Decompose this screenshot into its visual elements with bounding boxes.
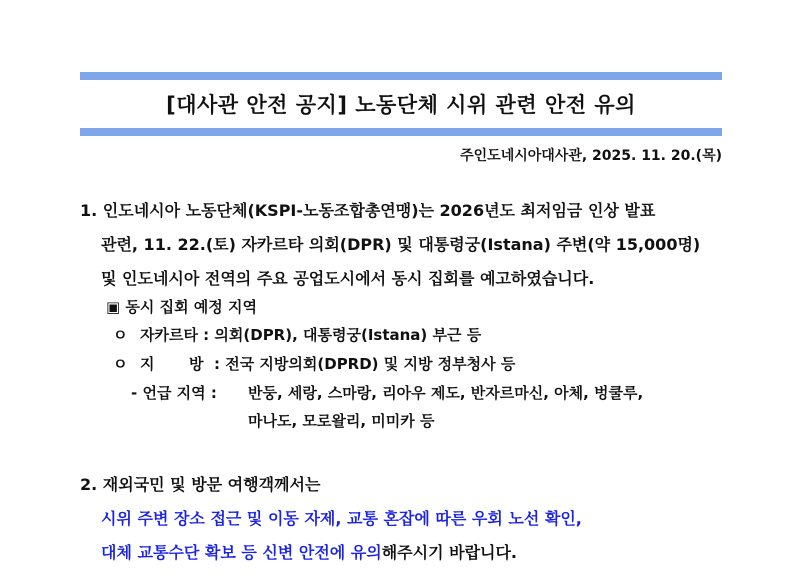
section2-line3-end: 해주시기 바랍니다. [381, 543, 518, 562]
rally-areas-subheading: ▣ 동시 집회 예정 지역 [106, 298, 257, 316]
mentioned-areas-label: - 언급 지역 : [131, 384, 217, 402]
regional-label-part1: 지 [140, 355, 155, 373]
issuer-date: 주인도네시아대사관, 2025. 11. 20.(목) [460, 148, 722, 164]
regional-bullet: ㅇ [113, 355, 128, 373]
regional-label-part2: 방 [189, 355, 204, 373]
jakarta-rally-item: 자카르타 : 의회(DPR), 대통령궁(Istana) 부근 등 [140, 326, 482, 344]
section2-line3 [101, 540, 517, 563]
section1-line1: 1. 인도네시아 노동단체(KSPI-노동조합총연맹)는 2026년도 최저임금 인상 발표 [80, 201, 656, 220]
regional-rally-item: : 전국 지방의회(DPRD) 및 지방 정부청사 등 [214, 355, 516, 373]
section2-line2-highlight: 시위 주변 장소 접근 및 이동 자제, 교통 혼잡에 따른 우회 노선 확인, [101, 509, 582, 528]
section1-line2: 관련, 11. 22.(토) 자카르타 의회(DPR) 및 대통령궁(Istana) 주변(약 15,000명) [101, 235, 701, 254]
notice-title: [대사관 안전 공지] 노동단체 시위 관련 안전 유의 [166, 93, 636, 117]
jakarta-bullet: ㅇ [113, 326, 128, 344]
section1-line3: 및 인도네시아 전역의 주요 공업도시에서 동시 집회를 예고하였습니다. [101, 269, 595, 288]
mentioned-areas-line2: 마나도, 모로왈리, 미미카 등 [248, 412, 435, 430]
title-top-rule [80, 72, 722, 80]
title-bottom-rule [80, 128, 722, 136]
section2-line1: 2. 재외국민 및 방문 여행객께서는 [80, 475, 321, 494]
mentioned-areas-line1: 반둥, 세랑, 스마랑, 리아우 제도, 반자르마신, 아체, 벙쿨루, [248, 384, 644, 402]
section2-line3-highlight: 대체 교통수단 확보 등 신변 안전에 유의 [101, 543, 382, 562]
